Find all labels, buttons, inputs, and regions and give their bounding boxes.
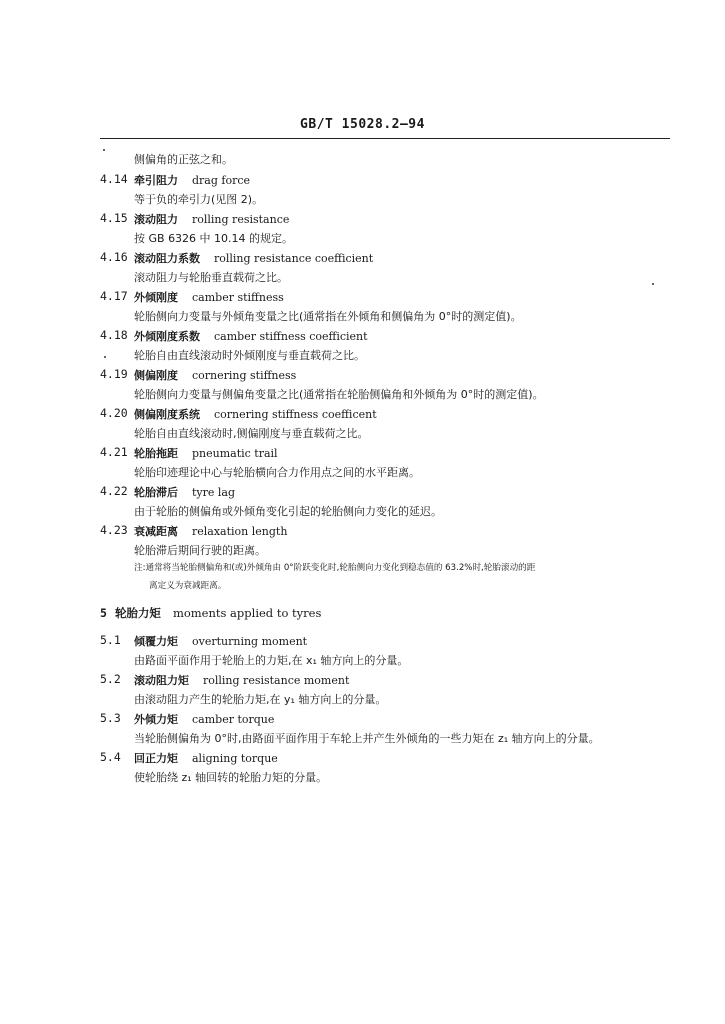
term-entry <box>134 672 349 688</box>
definition-text: 侧偏角的正弦之和。 <box>134 153 233 166</box>
definition-text: 轮胎印迹理论中心与轮胎横向合力作用点之间的水平距离。 <box>134 466 420 479</box>
definition-text: 由于轮胎的侧偏角或外倾角变化引起的轮胎侧向力变化的延迟。 <box>134 505 442 518</box>
term-chinese: 倾覆力矩 <box>134 635 178 648</box>
term-entry <box>134 484 235 500</box>
clause-number: 4.22 <box>100 484 128 498</box>
definition-text: 当轮胎侧偏角为 0°时,由路面平面作用于车轮上并产生外倾角的一些力矩在 z₁ 轴方向上的分量。 <box>134 732 600 745</box>
term-entry <box>134 406 377 422</box>
term-entry <box>134 445 278 461</box>
term-entry <box>134 172 250 188</box>
term-english: rolling resistance <box>192 213 290 226</box>
definition-text: 使轮胎绕 z₁ 轴回转的轮胎力矩的分量。 <box>134 771 328 784</box>
term-english: drag force <box>192 174 251 187</box>
term-english: cornering stiffness <box>192 369 297 382</box>
definition-text: 由滚动阻力产生的轮胎力矩,在 y₁ 轴方向上的分量。 <box>134 693 387 706</box>
standard-code-header: GB/T 15028.2—94 <box>300 117 425 132</box>
term-english: camber torque <box>192 713 275 726</box>
clause-number: 4.19 <box>100 367 128 381</box>
definition-text: 轮胎侧向力变量与外倾角变量之比(通常指在外倾角和侧偏角为 0°时的测定值)。 <box>134 310 522 323</box>
term-chinese: 滚动阻力矩 <box>134 674 189 687</box>
definition-text: 轮胎侧向力变量与侧偏角变量之比(通常指在轮胎侧偏角和外倾角为 0°时的测定值)。 <box>134 388 544 401</box>
section-heading <box>100 605 321 621</box>
term-entry <box>134 750 278 766</box>
term-entry <box>134 289 284 305</box>
note-line: 注:通常将当轮胎侧偏角和(或)外倾角由 0°阶跃变化时,轮胎侧向力变化到稳态值的 63.2%时,轮胎滚动的距 <box>134 563 536 573</box>
note-line: 离定义为衰减距离。 <box>149 581 227 591</box>
clause-number: 4.20 <box>100 406 128 420</box>
term-chinese: 轮胎滞后 <box>134 486 178 499</box>
clause-number: 4.21 <box>100 445 128 459</box>
term-entry <box>134 328 368 344</box>
term-english: overturning moment <box>192 635 308 648</box>
definition-text: 轮胎自由直线滚动时,侧偏刚度与垂直载荷之比。 <box>134 427 369 440</box>
term-chinese: 衰减距离 <box>134 525 178 538</box>
definition-text: 等于负的牵引力(见图 2)。 <box>134 193 264 206</box>
definition-text: 轮胎自由直线滚动时外倾刚度与垂直载荷之比。 <box>134 349 365 362</box>
definition-text: 由路面平面作用于轮胎上的力矩,在 x₁ 轴方向上的分量。 <box>134 654 409 667</box>
term-entry <box>134 523 287 539</box>
term-english: tyre lag <box>192 486 236 499</box>
definition-text: 滚动阻力与轮胎垂直载荷之比。 <box>134 271 288 284</box>
term-english: rolling resistance moment <box>203 674 350 687</box>
term-chinese: 牵引阻力 <box>134 174 178 187</box>
clause-number: 4.15 <box>100 211 128 225</box>
clause-number: 4.16 <box>100 250 128 264</box>
term-chinese: 回正力矩 <box>134 752 178 765</box>
term-entry <box>134 711 274 727</box>
section-title-english: moments applied to tyres <box>172 606 322 620</box>
clause-number: 5.4 <box>100 750 121 764</box>
term-chinese: 外倾刚度 <box>134 291 178 304</box>
term-chinese: 外倾力矩 <box>134 713 178 726</box>
clause-number: 5.3 <box>100 711 121 725</box>
term-english: rolling resistance coefficient <box>214 252 374 265</box>
term-english: cornering stiffness coefficent <box>214 408 377 421</box>
term-chinese: 侧偏刚度系统 <box>134 408 200 421</box>
term-entry <box>134 250 373 266</box>
definition-text: 按 GB 6326 中 10.14 的规定。 <box>134 232 294 245</box>
scan-speck <box>103 149 105 151</box>
term-chinese: 外倾刚度系数 <box>134 330 200 343</box>
term-entry <box>134 211 289 227</box>
clause-number: 5.1 <box>100 633 121 647</box>
clause-number: 4.14 <box>100 172 128 186</box>
definition-text: 轮胎滞后期间行驶的距离。 <box>134 544 266 557</box>
clause-number: 4.17 <box>100 289 128 303</box>
term-entry <box>134 633 307 649</box>
term-english: camber stiffness coefficient <box>214 330 368 343</box>
section-number: 5 <box>100 606 107 620</box>
scan-speck <box>652 283 654 285</box>
term-english: relaxation length <box>192 525 288 538</box>
clause-number: 5.2 <box>100 672 121 686</box>
term-chinese: 滚动阻力系数 <box>134 252 200 265</box>
term-entry <box>134 367 296 383</box>
header-rule <box>100 138 670 139</box>
term-chinese: 轮胎拖距 <box>134 447 178 460</box>
section-title-chinese: 轮胎力矩 <box>114 606 161 620</box>
term-chinese: 滚动阻力 <box>134 213 178 226</box>
term-english: camber stiffness <box>192 291 284 304</box>
clause-number: 4.23 <box>100 523 128 537</box>
term-english: pneumatic trail <box>192 447 278 460</box>
term-chinese: 侧偏刚度 <box>134 369 178 382</box>
scan-speck <box>104 356 106 358</box>
term-english: aligning torque <box>192 752 278 765</box>
clause-number: 4.18 <box>100 328 128 342</box>
